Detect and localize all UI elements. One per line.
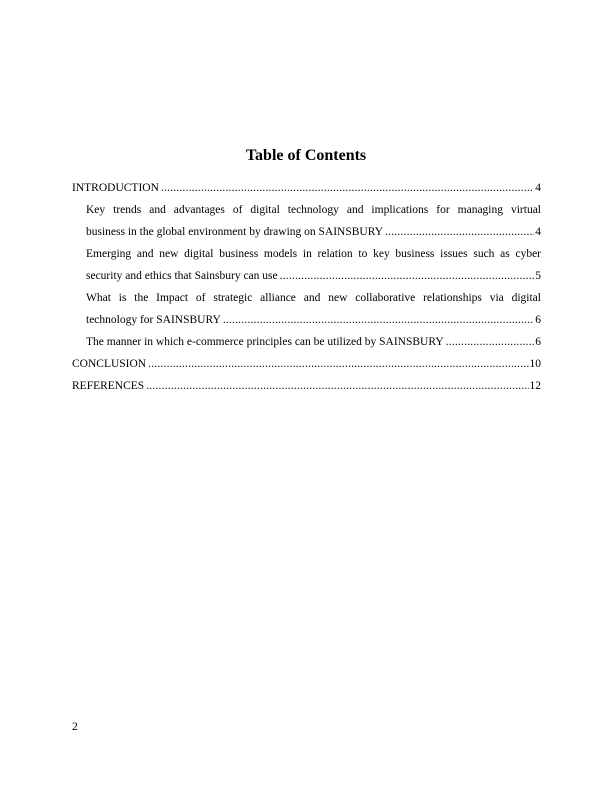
dot-leader xyxy=(223,309,534,331)
toc-entry-label: security and ethics that Sainsbury can use xyxy=(86,270,278,282)
toc-entry-label: REFERENCES xyxy=(72,380,145,392)
toc-entry-label: Key trends and advantages of digital technology and implications for managing virtual xyxy=(86,204,541,216)
toc-title: Table of Contents xyxy=(245,147,367,164)
dot-leader xyxy=(148,353,528,375)
toc-entry-page: 5 xyxy=(535,270,541,282)
toc-entry-page: 12 xyxy=(529,380,541,392)
toc-entry-page: 4 xyxy=(535,226,541,238)
toc-entry-conclusion[interactable] xyxy=(72,353,541,375)
toc-entry-emerging-models[interactable] xyxy=(72,243,541,287)
toc-entry-page: 6 xyxy=(535,314,541,326)
dot-leader xyxy=(280,265,535,287)
toc-entry-label: business in the global environment by drawing on SAINSBURY xyxy=(86,226,384,238)
dot-leader xyxy=(146,375,528,397)
toc-entry-label: CONCLUSION xyxy=(72,358,147,370)
dot-leader xyxy=(161,177,534,199)
toc-entry-ecommerce-principles[interactable] xyxy=(72,331,541,353)
toc-entry-strategic-alliance[interactable] xyxy=(72,287,541,331)
table-of-contents xyxy=(72,177,541,397)
toc-entry-page: 6 xyxy=(535,336,541,348)
toc-entry-label: The manner in which e-commerce principles can be utilized by SAINSBURY xyxy=(86,336,444,348)
toc-entry-label: What is the Impact of strategic alliance and new collaborative relationships via digital xyxy=(86,292,541,304)
dot-leader xyxy=(446,331,535,353)
toc-entry-page: 4 xyxy=(535,182,541,194)
toc-entry-label: technology for SAINSBURY xyxy=(86,314,221,326)
page-number: 2 xyxy=(72,721,78,733)
toc-entry-introduction[interactable] xyxy=(72,177,541,199)
toc-entry-references[interactable] xyxy=(72,375,541,397)
toc-entry-page: 10 xyxy=(529,358,541,370)
dot-leader xyxy=(385,221,534,243)
toc-entry-label: INTRODUCTION xyxy=(72,182,159,194)
toc-entry-label: Emerging and new digital business models in relation to key business issues such as cyber xyxy=(86,248,541,260)
toc-entry-key-trends[interactable] xyxy=(72,199,541,243)
